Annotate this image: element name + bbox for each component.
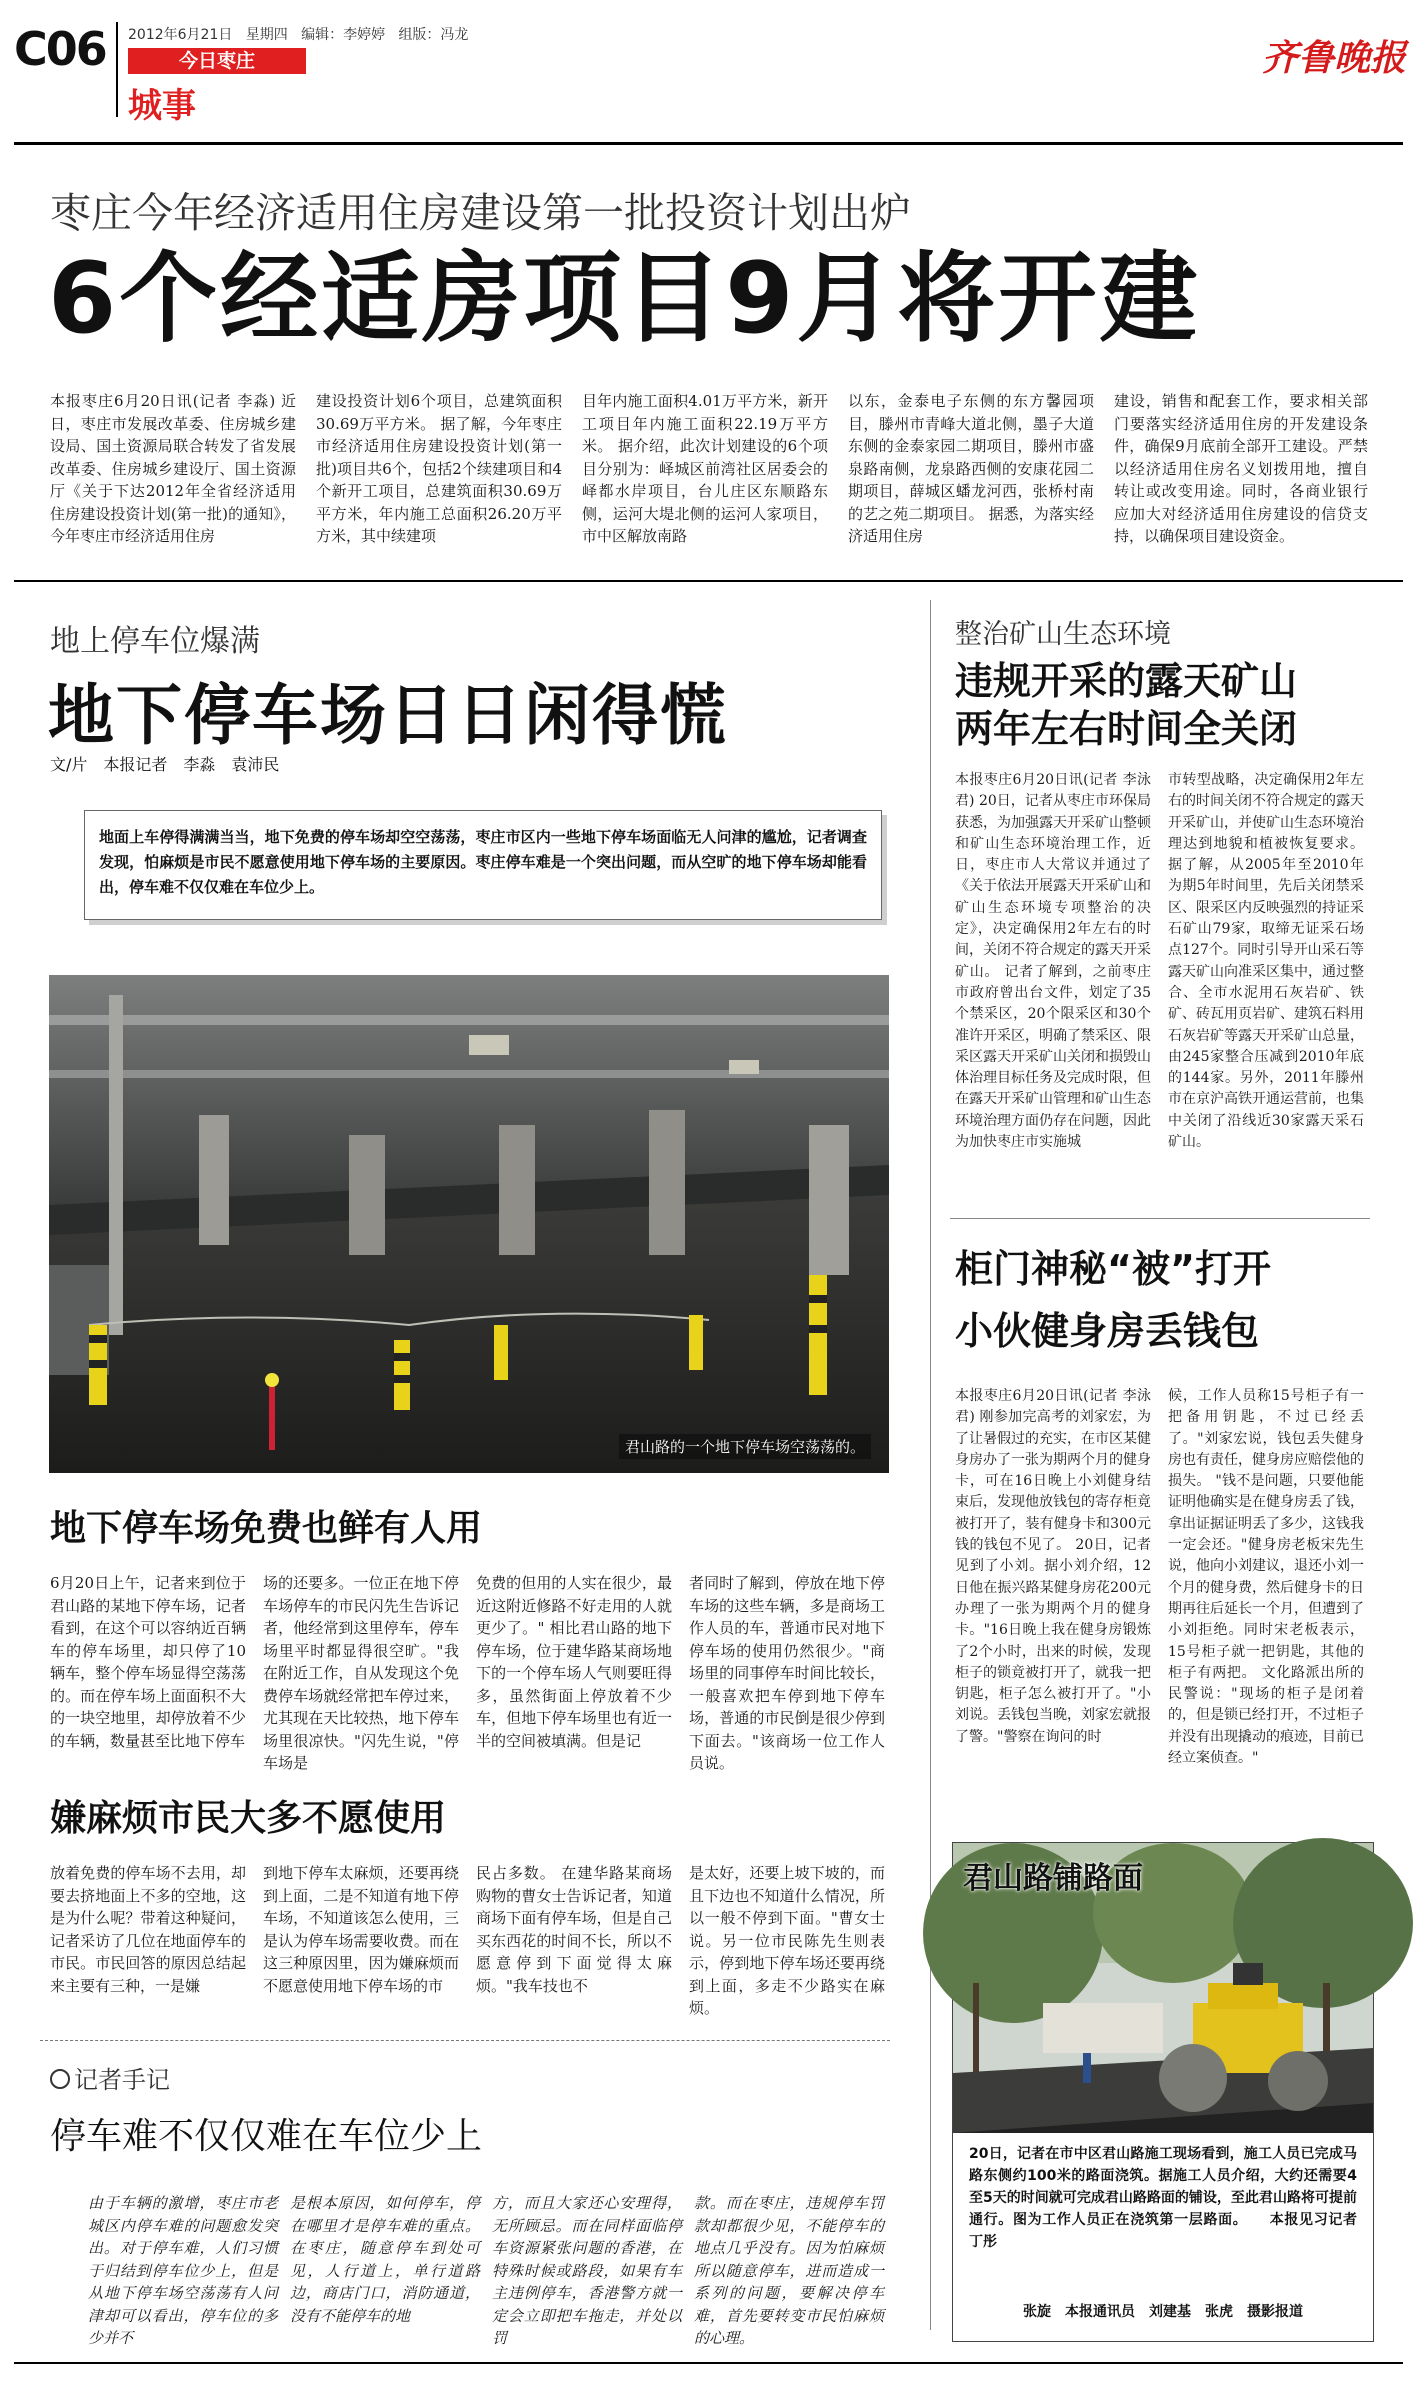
- header-rule: [14, 142, 1403, 145]
- note-col-2: 是根本原因，如何停车，停在哪里才是停车难的重点。 在枣庄，随意停车到处可见，人行道上，单行道路边，商店门口，消防通道，没有不能停车的地: [290, 2194, 480, 2325]
- lead-col-4: 以东，金泰电子东侧的东方馨园项目，滕州市青峰大道北侧，墨子大道东侧的金泰家园二期项目，滕州市盛泉路南侧，龙泉路西侧的安康花园二期项目，薛城区蟠龙河西，张桥村南的艺之苑二期项目。 据悉，为落实经济适用住房: [848, 392, 1094, 545]
- date-line: [128, 24, 468, 44]
- sub2-col-3: 民占多数。 在建华路某商场购物的曹女士告诉记者，知道商场下面有停车场，但是自己买东西花的时间不长，所以不愿意停到下面觉得太麻烦。"我车技也不: [476, 1864, 672, 1995]
- sub2-col-4: 是太好，还要上坡下坡的，而且下边也不知道什么情况，所以一般不停到下面。"曹女士说。另一位市民陈先生则表示，停到地下停车场还要再绕到上面，多走不少路实在麻烦。: [689, 1864, 885, 2017]
- column-divider: [930, 600, 931, 2330]
- road-credits: 张旋 本报通讯员 刘建基 张虎 摄影报道: [1023, 2304, 1303, 2320]
- section-tag: 今日枣庄: [128, 48, 306, 74]
- lead-col-1: 本报枣庄6月20日讯(记者 李淼) 近日，枣庄市发展改革委、住房城乡建设局、国土资源局联合转发了省发展改革委、住房城乡建设厅、国土资源厅《关于下达2012年全省经济适用住房建设投资计划(第一批)的通知》，今年枣庄市经济适用住房: [50, 392, 296, 545]
- sub2-title: 嫌麻烦市民大多不愿使用: [50, 1798, 447, 1839]
- gym-col-2: 候，工作人员称15号柜子有一把备用钥匙，不过已经丢了。"刘家宏说，钱包丢失健身房也有责任，健身房应赔偿他的损失。 "钱不是问题，只要他能证明他确实是在健身房丢了钱，拿出证据证明丢了多少，这钱我一定会还。"健身房老板宋先生说，他向小刘建议，退还小刘一个月的健身费，然后健身卡的日期再往后延长一个月，但遭到了小刘拒绝。同时宋老板表示，15号柜子就一把钥匙，其他的柜子有两把。 文化路派出所的民警说："现场的柜子是闭着的，但是锁已经打开，不过柜子并没有出现撬动的痕迹，目前已经立案侦查。": [1168, 1388, 1364, 1767]
- mine-headline-2: 两年左右时间全关闭: [955, 707, 1298, 751]
- parking-byline: 文/片 本报记者 李淼 袁沛民: [50, 755, 280, 774]
- sub1-col-3: 免费的但用的人实在很少，最近这附近修路不好走用的人就更少了。" 相比君山路的地下停车场，位于建华路某商场地下的一个停车场人气则要旺得多，虽然街面上停放着不少车，但地下停车场里也有近一半的空间被填满。但是记: [476, 1574, 672, 1750]
- lead-bottom-rule: [14, 580, 1403, 582]
- photo-caption: 君山路的一个地下停车场空荡荡的。: [619, 1434, 871, 1459]
- masthead-logo: 齐鲁晚报: [1262, 37, 1407, 79]
- reporter-note-title: 停车难不仅仅难在车位少上: [50, 2116, 483, 2157]
- sub1-col-4: 者同时了解到，停放在地下停车场的这些车辆，多是商场工作人员的车，普通市民对地下停车场的使用仍然很少。"商场里的同事停车时间比较长，一般喜欢把车停到地下停车场，普通的市民倒是很少停到下面去。"该商场一位工作人员说。: [689, 1574, 885, 1772]
- footer-rule: [14, 2362, 1403, 2364]
- note-col-3: 方，而且大家还心安理得，无所顾忌。而在同样面临停车资源紧张问题的香港，在特殊时候或路段，如果有车主违例停车，香港警方就一定会立即把车拖走，并处以罚: [492, 2194, 682, 2347]
- lead-kicker: 枣庄今年经济适用住房建设第一批投资计划出炉: [50, 189, 911, 237]
- header-divider: [116, 22, 118, 117]
- page-number: C06: [14, 22, 106, 76]
- road-photo: [953, 1843, 1373, 2133]
- parking-photo: [49, 975, 889, 1473]
- lead-col-2: 建设投资计划6个项目，总建筑面积30.69万平方米。 据了解，今年枣庄市经济适用住房建设投资计划(第一批)项目共6个，包括2个续建项目和4个新开工项目，总建筑面积30.69万平方米，年内施工总面积26.20万平方米，其中续建项: [316, 392, 562, 545]
- road-caption: 20日，记者在市中区君山路施工现场看到，施工人员已完成马路东侧约100米的路面浇筑。据施工人员介绍，大约还需要4至5天的时间就可完成君山路路面的铺设，至此君山路将可提前通行。图为工作人员正在浇筑第一层路面。 本报见习记者 丁彤: [969, 2146, 1371, 2250]
- note-col-1: 由于车辆的激增，枣庄市老城区内停车难的问题愈发突出。对于停车难，人们习惯于归结到停车位少上，但是从地下停车场空荡荡有人问津却可以看出，停车位的多少并不: [88, 2194, 278, 2347]
- mine-bottom-rule: [950, 1218, 1370, 1219]
- sub1-col-2: 场的还要多。一位正在地下停车场停车的市民闪先生告诉记者，他经常到这里停车，停车场里平时都显得很空旷。"我在附近工作，自从发现这个免费停车场就经常把车停过来，尤其现在天比较热，地下停车场里很凉快。"闪先生说，"停车场是: [263, 1574, 459, 1772]
- parking-headline: 地下停车场日日闲得慌: [48, 677, 728, 754]
- mine-kicker: 整治矿山生态环境: [955, 619, 1171, 650]
- parking-kicker: 地上停车位爆满: [50, 624, 260, 659]
- date: 2012年6月21日: [128, 27, 233, 43]
- mine-col-1: 本报枣庄6月20日讯(记者 李泳君) 20日，记者从枣庄市环保局获悉，为加强露天开采矿山整顿和矿山生态环境治理工作，近日，枣庄市人大常议并通过了《关于依法开展露天开采矿山和矿山生态环境专项整治的决定》，决定确保用2年左右的时间，关闭不符合规定的露天开采矿山。 记者了解到，之前枣庄市政府曾出台文件，划定了35个禁采区，20个限采区和30个准许开采区，明确了禁采区、限采区露天开采矿山关闭和损毁山体治理目标任务及完成时限，但在露天开采矿山管理和矿山生态环境治理方面仍存在问题，因此为加快枣庄市实施城: [955, 772, 1151, 1151]
- reporter-note-box: [40, 2040, 890, 2042]
- note-tag-text: 记者手记: [74, 2066, 170, 2094]
- sub2-col-1: 放着免费的停车场不去用，却要去挤地面上不多的空地，这是为什么呢？带着这种疑问，记者采访了几位在地面停车的市民。市民回答的原因总结起来主要有三种，一是嫌: [50, 1864, 246, 1995]
- reporter-note-tag: [50, 2060, 170, 2095]
- intro-box: [84, 810, 882, 920]
- road-title: 君山路铺路面: [963, 1861, 1143, 1896]
- layout-editor: 组版：冯龙: [398, 27, 469, 43]
- weekday: 星期四: [245, 27, 288, 43]
- mine-headline-1: 违规开采的露天矿山: [955, 659, 1298, 703]
- mine-col-2: 市转型战略，决定确保用2年左右的时间关闭不符合规定的露天开采矿山，并使矿山生态环境治理达到地貌和植被恢复要求。 据了解，从2005年至2010年为期5年时间里，先后关闭禁采区、限采区内反映强烈的持证采石矿山79家，取缔无证采石场点127个。同时引导开山采石等露天矿山向准采区集中，通过整合、全市水泥用石灰岩矿、铁矿、砖瓦用页岩矿、建筑石料用石灰岩矿等露天开采矿山总量，由245家整合压减到2010年底的144家。另外，2011年滕州市在京沪高铁开通运营前，也集中关闭了沿线近30家露天采石矿山。: [1168, 772, 1364, 1151]
- sub1-col-1: 6月20日上午，记者来到位于君山路的某地下停车场，记者看到，在这个可以容纳近百辆车的停车场里，却只停了10辆车，整个停车场显得空荡荡的。而在停车场上面面积不大的一块空地里，却停放着不少的车辆，数量甚至比地下停车: [50, 1574, 246, 1750]
- sub1-title: 地下停车场免费也鲜有人用: [50, 1508, 483, 1549]
- gym-headline-1: 柜门神秘“被”打开: [955, 1247, 1271, 1291]
- note-circle-icon: [50, 2069, 70, 2089]
- gym-headline-2: 小伙健身房丢钱包: [955, 1309, 1260, 1353]
- note-col-4: 款。而在枣庄，违规停车罚款却都很少见，不能停车的地点几乎没有。因为怕麻烦所以随意停车，进而造成一系列的问题，要解决停车难，首先要转变市民怕麻烦的心理。: [694, 2194, 884, 2347]
- editor: 编辑：李婷婷: [301, 27, 386, 43]
- parking-garage-image: [49, 975, 889, 1473]
- lead-headline: 6个经适房项目9月将开建: [48, 242, 1201, 356]
- lead-col-5: 建设，销售和配套工作，要求相关部门要落实经济适用住房的开发建设条件，确保9月底前全部开工建设。严禁以经济适用住房名义划拨用地，擅自转让或改变用途。同时，各商业银行应加大对经济适用住房建设的信贷支持，以确保项目建设资金。: [1114, 392, 1368, 545]
- section-title: 城事: [128, 86, 196, 126]
- gym-col-1: 本报枣庄6月20日讯(记者 李泳君) 刚参加完高考的刘家宏，为了让暑假过的充实，在市区某健身房办了一张为期两个月的健身卡，可在16日晚上小刘健身结束后，发现他放钱包的寄存柜竟被打开了，装有健身卡和300元钱的钱包不见了。 20日，记者见到了小刘。据小刘介绍，12日他在振兴路某健身房花200元办理了一张为期两个月的健身卡。"16日晚上我在健身房锻炼了2个小时，出来的时候，发现柜子的锁竟被打开了，就我一把钥匙，柜子怎么被打开了。"小刘说。丢钱包当晚，刘家宏就报了警。"警察在询问的时: [955, 1388, 1151, 1745]
- road-photo-box: [952, 1842, 1374, 2342]
- lead-col-3: 目年内施工面积4.01万平方米，新开工项目年内施工面积22.19万平方米。 据介绍，此次计划建设的6个项目分别为：峄城区前湾社区居委会的峄都水岸项目，台儿庄区东顺路东侧，运河大堤北侧的运河人家项目，市中区解放南路: [582, 392, 828, 545]
- intro-text: 地面上车停得满满当当，地下免费的停车场却空空荡荡，枣庄市区内一些地下停车场面临无人问津的尴尬，记者调查发现，怕麻烦是市民不愿意使用地下停车场的主要原因。枣庄停车难是一个突出问题，而从空旷的地下停车场却能看出，停车难不仅仅难在车位少上。: [99, 828, 867, 896]
- sub2-col-2: 到地下停车太麻烦，还要再绕到上面，二是不知道有地下停车场，不知道该怎么使用，三是认为停车场需要收费。而在这三种原因里，因为嫌麻烦而不愿意使用地下停车场的市: [263, 1864, 459, 1995]
